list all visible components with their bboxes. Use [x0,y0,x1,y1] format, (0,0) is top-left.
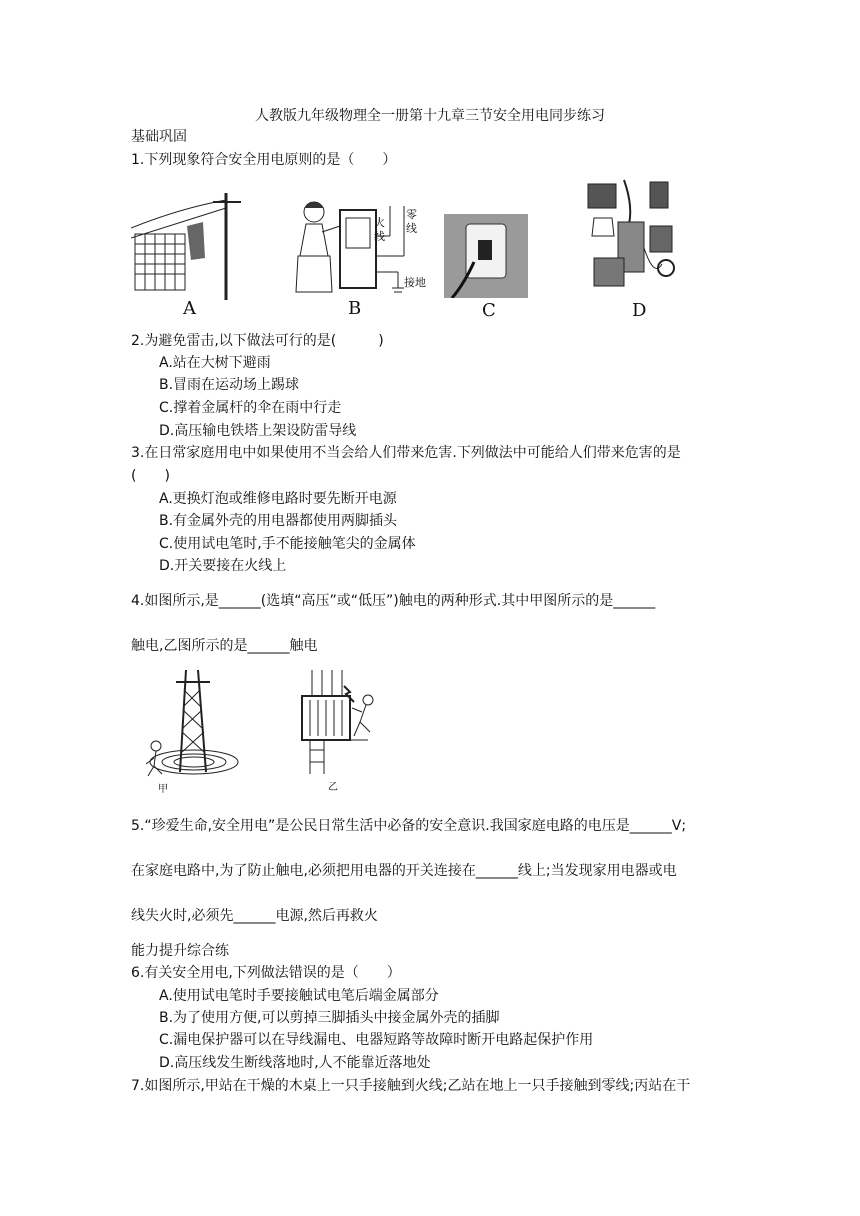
question-2-option-b: B.冒雨在运动场上踢球 [159,377,300,393]
question-3-bracket: ( ) [131,468,170,484]
question-4-line2: 触电,乙图所示的是______触电 [131,638,318,654]
question-3-option-b: B.有金属外壳的用电器都使用两脚插头 [159,513,398,529]
figure-q4-label-jia: 甲 [158,784,168,795]
figure-q1-label-c: C [482,300,496,321]
figure-q1-b-fire: 火 [374,216,385,229]
question-2-option-a: A.站在大树下避雨 [159,355,271,371]
figure-q1-label-b: B [348,298,362,319]
question-2-option-c: C.撑着金属杆的伞在雨中行走 [159,400,342,416]
figure-q4-jia [140,666,240,798]
figure-q1-label-d: D [632,300,647,321]
figure-q4-yi [292,666,392,798]
question-5-line3: 线失火时,必须先______电源,然后再救火 [131,908,378,924]
question-3: 3.在日常家庭用电中如果使用不当会给人们带来危害.下列做法中可能给人们带来危害的是 [131,445,681,461]
figure-q1-b-line1: 线 [374,230,385,243]
question-6-option-c: C.漏电保护器可以在导线漏电、电器短路等故障时断开电路起保护作用 [159,1032,594,1048]
figure-q1-b-zero: 零 [406,208,417,221]
question-6: 6.有关安全用电,下列做法错误的是（ ） [131,965,401,981]
question-4-line1: 4.如图所示,是______(选填“高压”或“低压”)触电的两种形式.其中甲图所示的是______ [131,593,656,609]
figure-q1-label-a: A [183,298,196,319]
question-6-option-d: D.高压线发生断线落地时,人不能靠近落地处 [159,1055,431,1071]
question-5-line2: 在家庭电路中,为了防止触电,必须把用电器的开关连接在______线上;当发现家用电器或电 [131,863,677,879]
question-2-option-d: D.高压输电铁塔上架设防雷导线 [159,423,357,439]
section-heading-basic: 基础巩固 [131,129,187,145]
question-2: 2.为避免雷击,以下做法可行的是( ) [131,333,384,349]
figure-q1-c [444,214,528,324]
question-5-line1: 5.“珍爱生命,安全用电”是公民日常生活中必备的安全意识.我国家庭电路的电压是______V; [131,818,687,834]
figure-q1-a [131,188,251,322]
question-3-option-a: A.更换灯泡或维修电路时要先断开电源 [159,491,397,507]
figure-q4-label-yi: 乙 [328,782,338,793]
question-7: 7.如图所示,甲站在干燥的木桌上一只手接触到火线;乙站在地上一只手接触到零线;丙站在干 [131,1078,691,1094]
figure-q1-d [584,178,694,326]
figure-q1-b [294,196,434,322]
question-6-option-a: A.使用试电笔时手要接触试电笔后端金属部分 [159,988,439,1004]
question-1: 1.下列现象符合安全用电原则的是（ ） [131,152,397,168]
section-heading-advanced: 能力提升综合练 [131,943,229,959]
document-title: 人教版九年级物理全一册第十九章三节安全用电同步练习 [255,108,605,124]
figure-q1-b-ground: 接地 [404,276,426,289]
question-6-option-b: B.为了使用方便,可以剪掉三脚插头中接金属外壳的插脚 [159,1010,500,1026]
question-3-option-c: C.使用试电笔时,手不能接触笔尖的金属体 [159,536,416,552]
figure-q1-b-line2: 线 [406,222,417,235]
question-3-option-d: D.开关要接在火线上 [159,558,287,574]
